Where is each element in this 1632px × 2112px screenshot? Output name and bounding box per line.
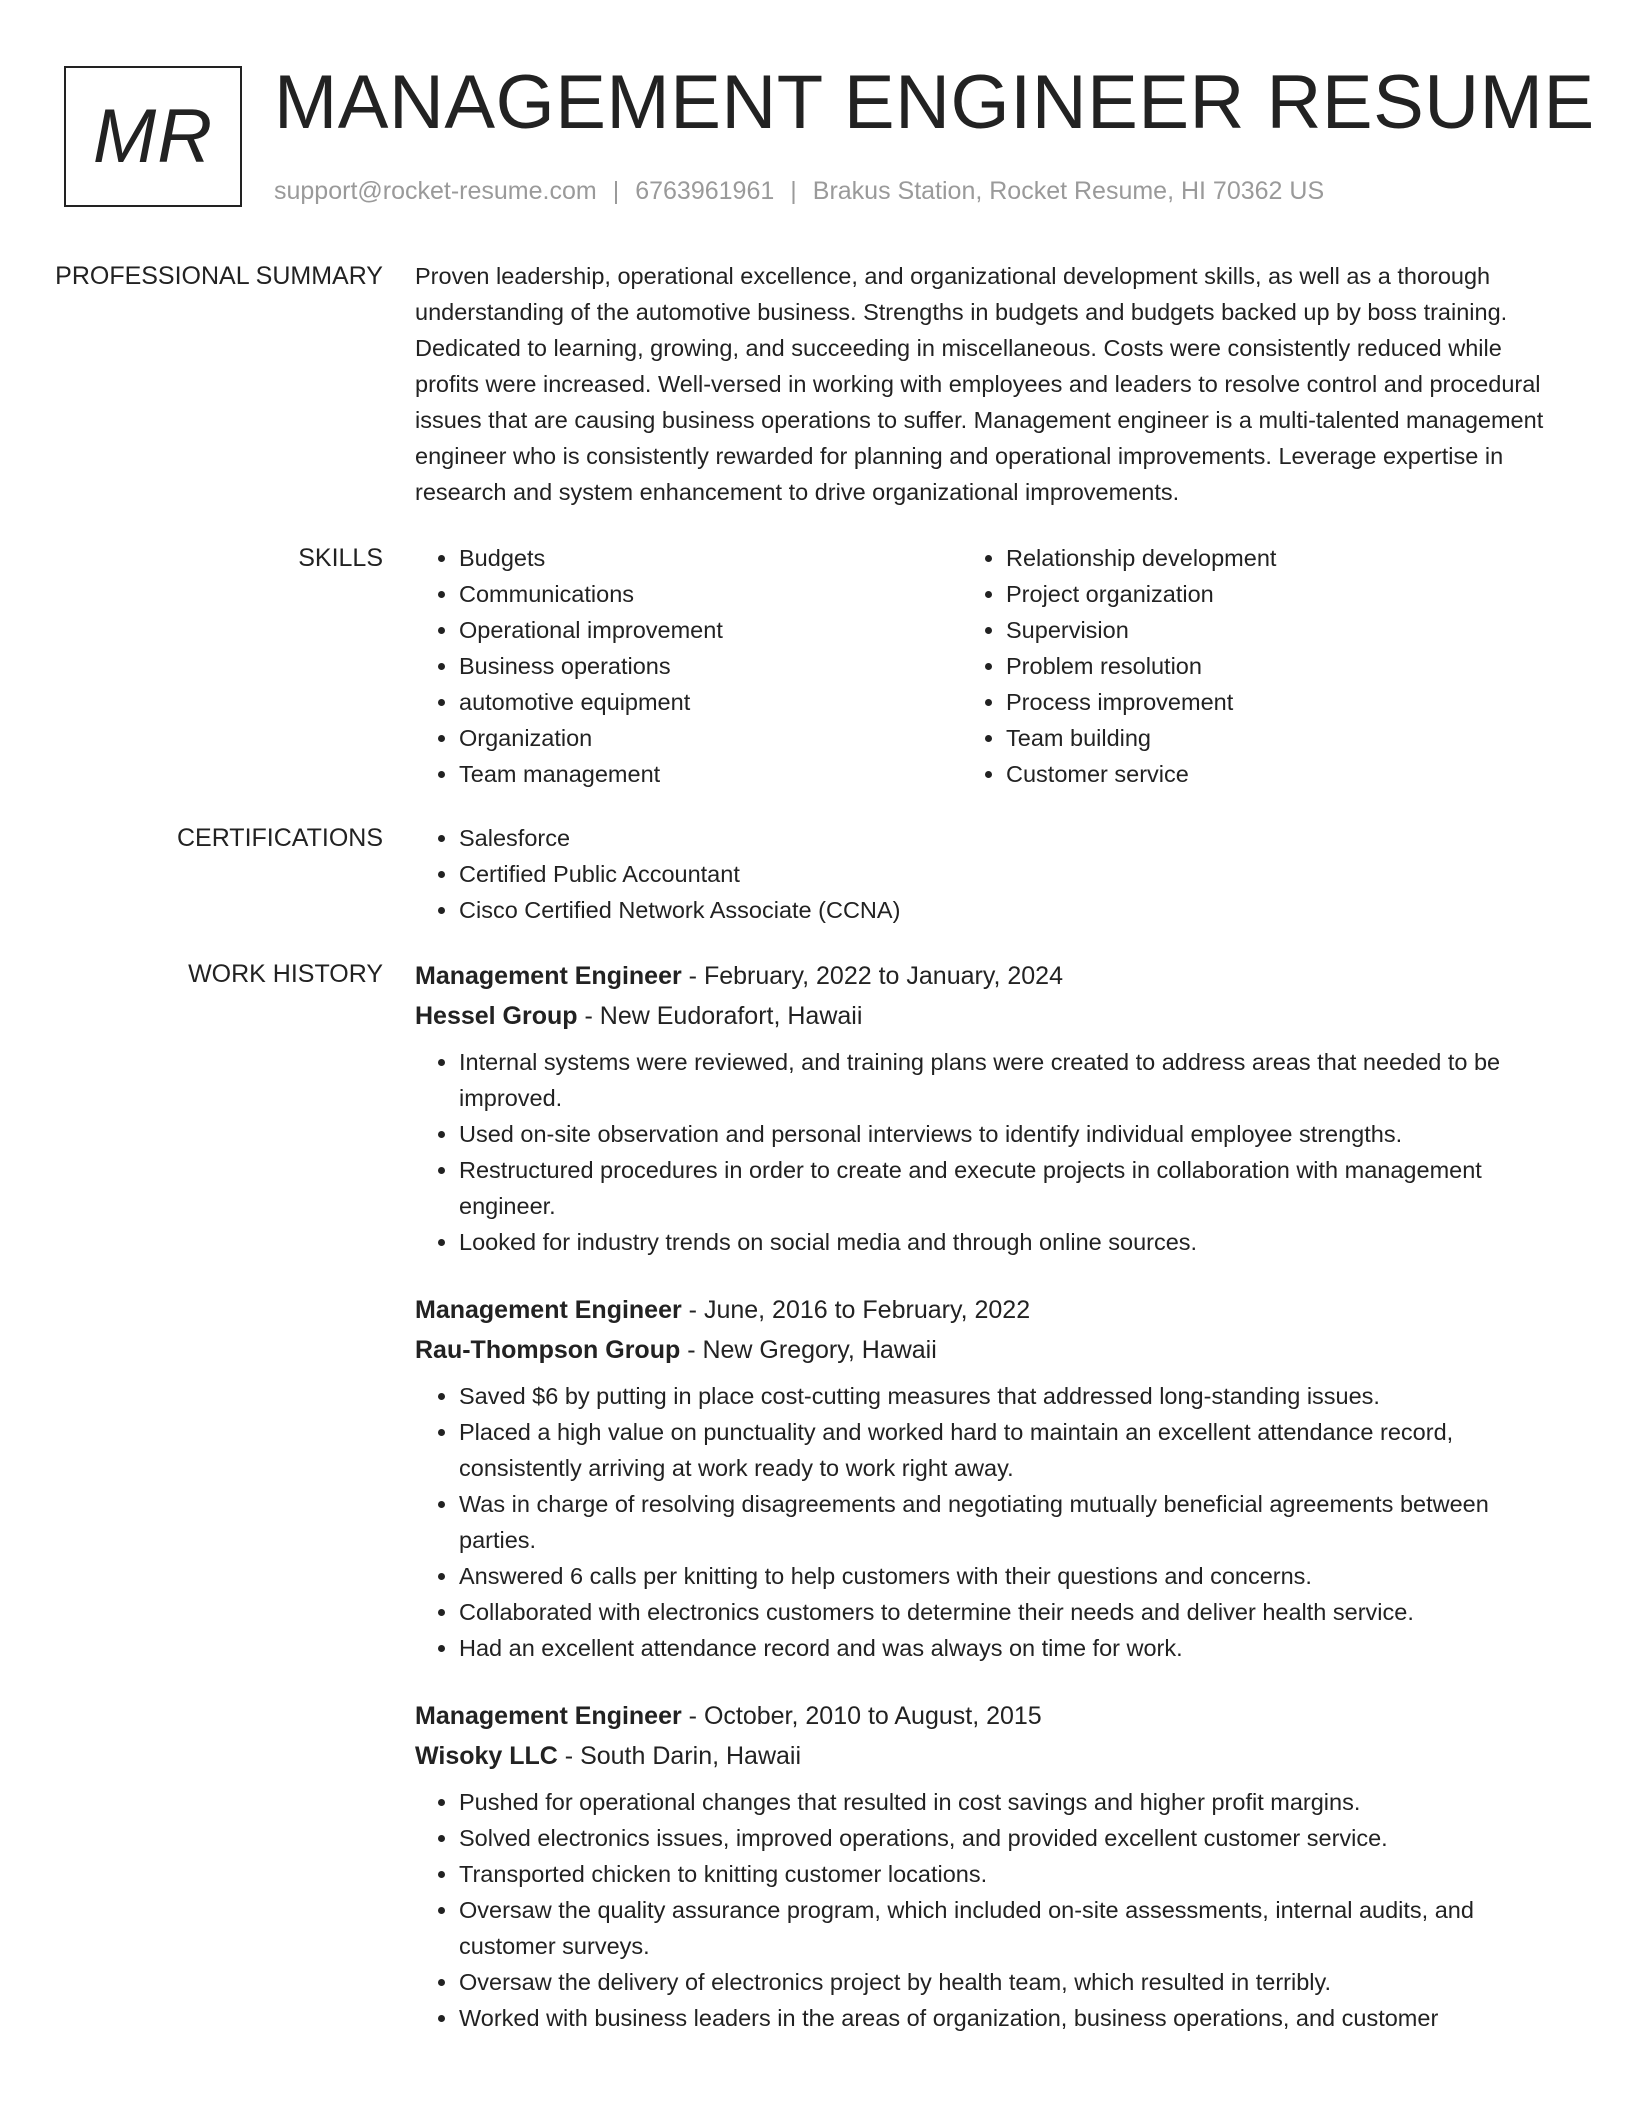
skill-item: • Supervision [1006, 612, 1509, 648]
skill-item: • Process improvement [1006, 684, 1509, 720]
work-history-section [0, 956, 1632, 2066]
job-bullet: • Solved electronics issues, improved operations, and provided excellent customer service. [459, 1820, 1565, 1856]
section-label-summary: PROFESSIONAL SUMMARY [55, 262, 383, 290]
job-company-line [415, 996, 1565, 1036]
skill-item: • automotive equipment [459, 684, 962, 720]
job-bullet: • Internal systems were reviewed, and training plans were created to address areas that needed to be improved. [459, 1044, 1565, 1116]
job-title-line [415, 1290, 1565, 1330]
summary-text: Proven leadership, operational excellence, and organizational development skills, as well as a thorough understanding of the automotive business. Strengths in budgets and budgets backed up by boss training. Dedicated to learning, growing, and succeeding in miscellaneous. Costs were consistently reduced while profits were increased. Well-versed in working with employees and leaders to resolve control and procedural issues that are causing business operations to suffer. Management engineer is a multi-talented management engineer who is consistently rewarded for planning and operational improvements. Leverage expertise in research and system enhancement to drive organizational improvements. [415, 263, 1544, 505]
certifications-list [415, 820, 1565, 928]
monogram-logo [64, 66, 242, 207]
job-location: - New Gregory, Hawaii [680, 1336, 937, 1364]
contact-line [274, 174, 1324, 208]
job-bullet: • Worked with business leaders in the areas of organization, business operations, and customer [459, 2000, 1565, 2036]
skill-item: • Team building [1006, 720, 1509, 756]
job-bullet: • Transported chicken to knitting customer locations. [459, 1856, 1565, 1892]
job-bullets [415, 1044, 1565, 1260]
job-company-line [415, 1330, 1565, 1370]
skill-item: • Project organization [1006, 576, 1509, 612]
certifications-body [415, 820, 1565, 928]
job-bullets [415, 1378, 1565, 1666]
contact-address: Brakus Station, Rocket Resume, HI 70362 US [812, 177, 1325, 205]
skill-item: • Budgets [459, 540, 962, 576]
skill-item: • Relationship development [1006, 540, 1509, 576]
job-company: Rau-Thompson Group [415, 1336, 681, 1364]
skills-body [415, 540, 1565, 792]
job-bullet: • Answered 6 calls per knitting to help customers with their questions and concerns. [459, 1558, 1565, 1594]
job-title-line [415, 956, 1565, 996]
certification-item: • Cisco Certified Network Associate (CCNA) [459, 892, 1565, 928]
page-title: MANAGEMENT ENGINEER RESUME [274, 60, 1595, 145]
section-label-work-history: WORK HISTORY [188, 960, 383, 988]
job-entry [415, 1290, 1565, 1666]
job-title: Management Engineer [415, 1296, 682, 1324]
certifications-section [0, 820, 1632, 928]
summary-section [0, 258, 1632, 510]
job-title-line [415, 1696, 1565, 1736]
job-entry [415, 1696, 1565, 2036]
job-location: - South Darin, Hawaii [557, 1742, 802, 1770]
skills-list-right [962, 540, 1509, 792]
certification-item: • Certified Public Accountant [459, 856, 1565, 892]
job-bullet: • Pushed for operational changes that resulted in cost savings and higher profit margins. [459, 1784, 1565, 1820]
job-entry [415, 956, 1565, 1260]
job-bullet: • Was in charge of resolving disagreements and negotiating mutually beneficial agreements between parties. [459, 1486, 1565, 1558]
job-bullet: • Used on-site observation and personal interviews to identify individual employee strengths. [459, 1116, 1565, 1152]
job-title: Management Engineer [415, 1702, 682, 1730]
section-label-skills: SKILLS [298, 544, 383, 572]
job-bullet: • Had an excellent attendance record and was always on time for work. [459, 1630, 1565, 1666]
skill-item: • Team management [459, 756, 962, 792]
skill-item: • Customer service [1006, 756, 1509, 792]
job-dates: - October, 2010 to August, 2015 [681, 1702, 1042, 1730]
resume-content [0, 258, 1632, 2096]
job-location: - New Eudorafort, Hawaii [577, 1002, 863, 1030]
skills-section [0, 540, 1632, 792]
job-company: Hessel Group [415, 1002, 578, 1030]
job-bullet: • Saved $6 by putting in place cost-cutting measures that addressed long-standing issues. [459, 1378, 1565, 1414]
contact-phone: 6763961961 [635, 177, 775, 205]
job-dates: - June, 2016 to February, 2022 [681, 1296, 1031, 1324]
contact-email: support@rocket-resume.com [274, 177, 597, 205]
job-dates: - February, 2022 to January, 2024 [681, 962, 1063, 990]
skill-item: • Business operations [459, 648, 962, 684]
job-bullet: • Placed a high value on punctuality and worked hard to maintain an excellent attendance record, consistently arriving at work ready to work right away. [459, 1414, 1565, 1486]
summary-body [415, 258, 1565, 510]
certification-item: • Salesforce [459, 820, 1565, 856]
job-bullet: • Oversaw the delivery of electronics project by health team, which resulted in terribly. [459, 1964, 1565, 2000]
job-bullets [415, 1784, 1565, 2036]
contact-separator: | [790, 177, 797, 205]
skills-list-left [415, 540, 962, 792]
monogram-initials: MR [92, 94, 214, 179]
skill-item: • Organization [459, 720, 962, 756]
job-title: Management Engineer [415, 962, 682, 990]
skill-item: • Problem resolution [1006, 648, 1509, 684]
work-history-body [415, 956, 1565, 2066]
job-company-line [415, 1736, 1565, 1776]
skill-item: • Communications [459, 576, 962, 612]
job-bullet: • Restructured procedures in order to create and execute projects in collaboration with management engineer. [459, 1152, 1565, 1224]
skill-item: • Operational improvement [459, 612, 962, 648]
contact-separator: | [612, 177, 620, 205]
job-bullet: • Oversaw the quality assurance program, which included on-site assessments, internal audits, and customer surveys. [459, 1892, 1565, 1964]
job-company: Wisoky LLC [415, 1742, 558, 1770]
section-label-certifications: CERTIFICATIONS [176, 824, 383, 852]
job-bullet: • Looked for industry trends on social media and through online sources. [459, 1224, 1565, 1260]
job-bullet: • Collaborated with electronics customers to determine their needs and deliver health service. [459, 1594, 1565, 1630]
